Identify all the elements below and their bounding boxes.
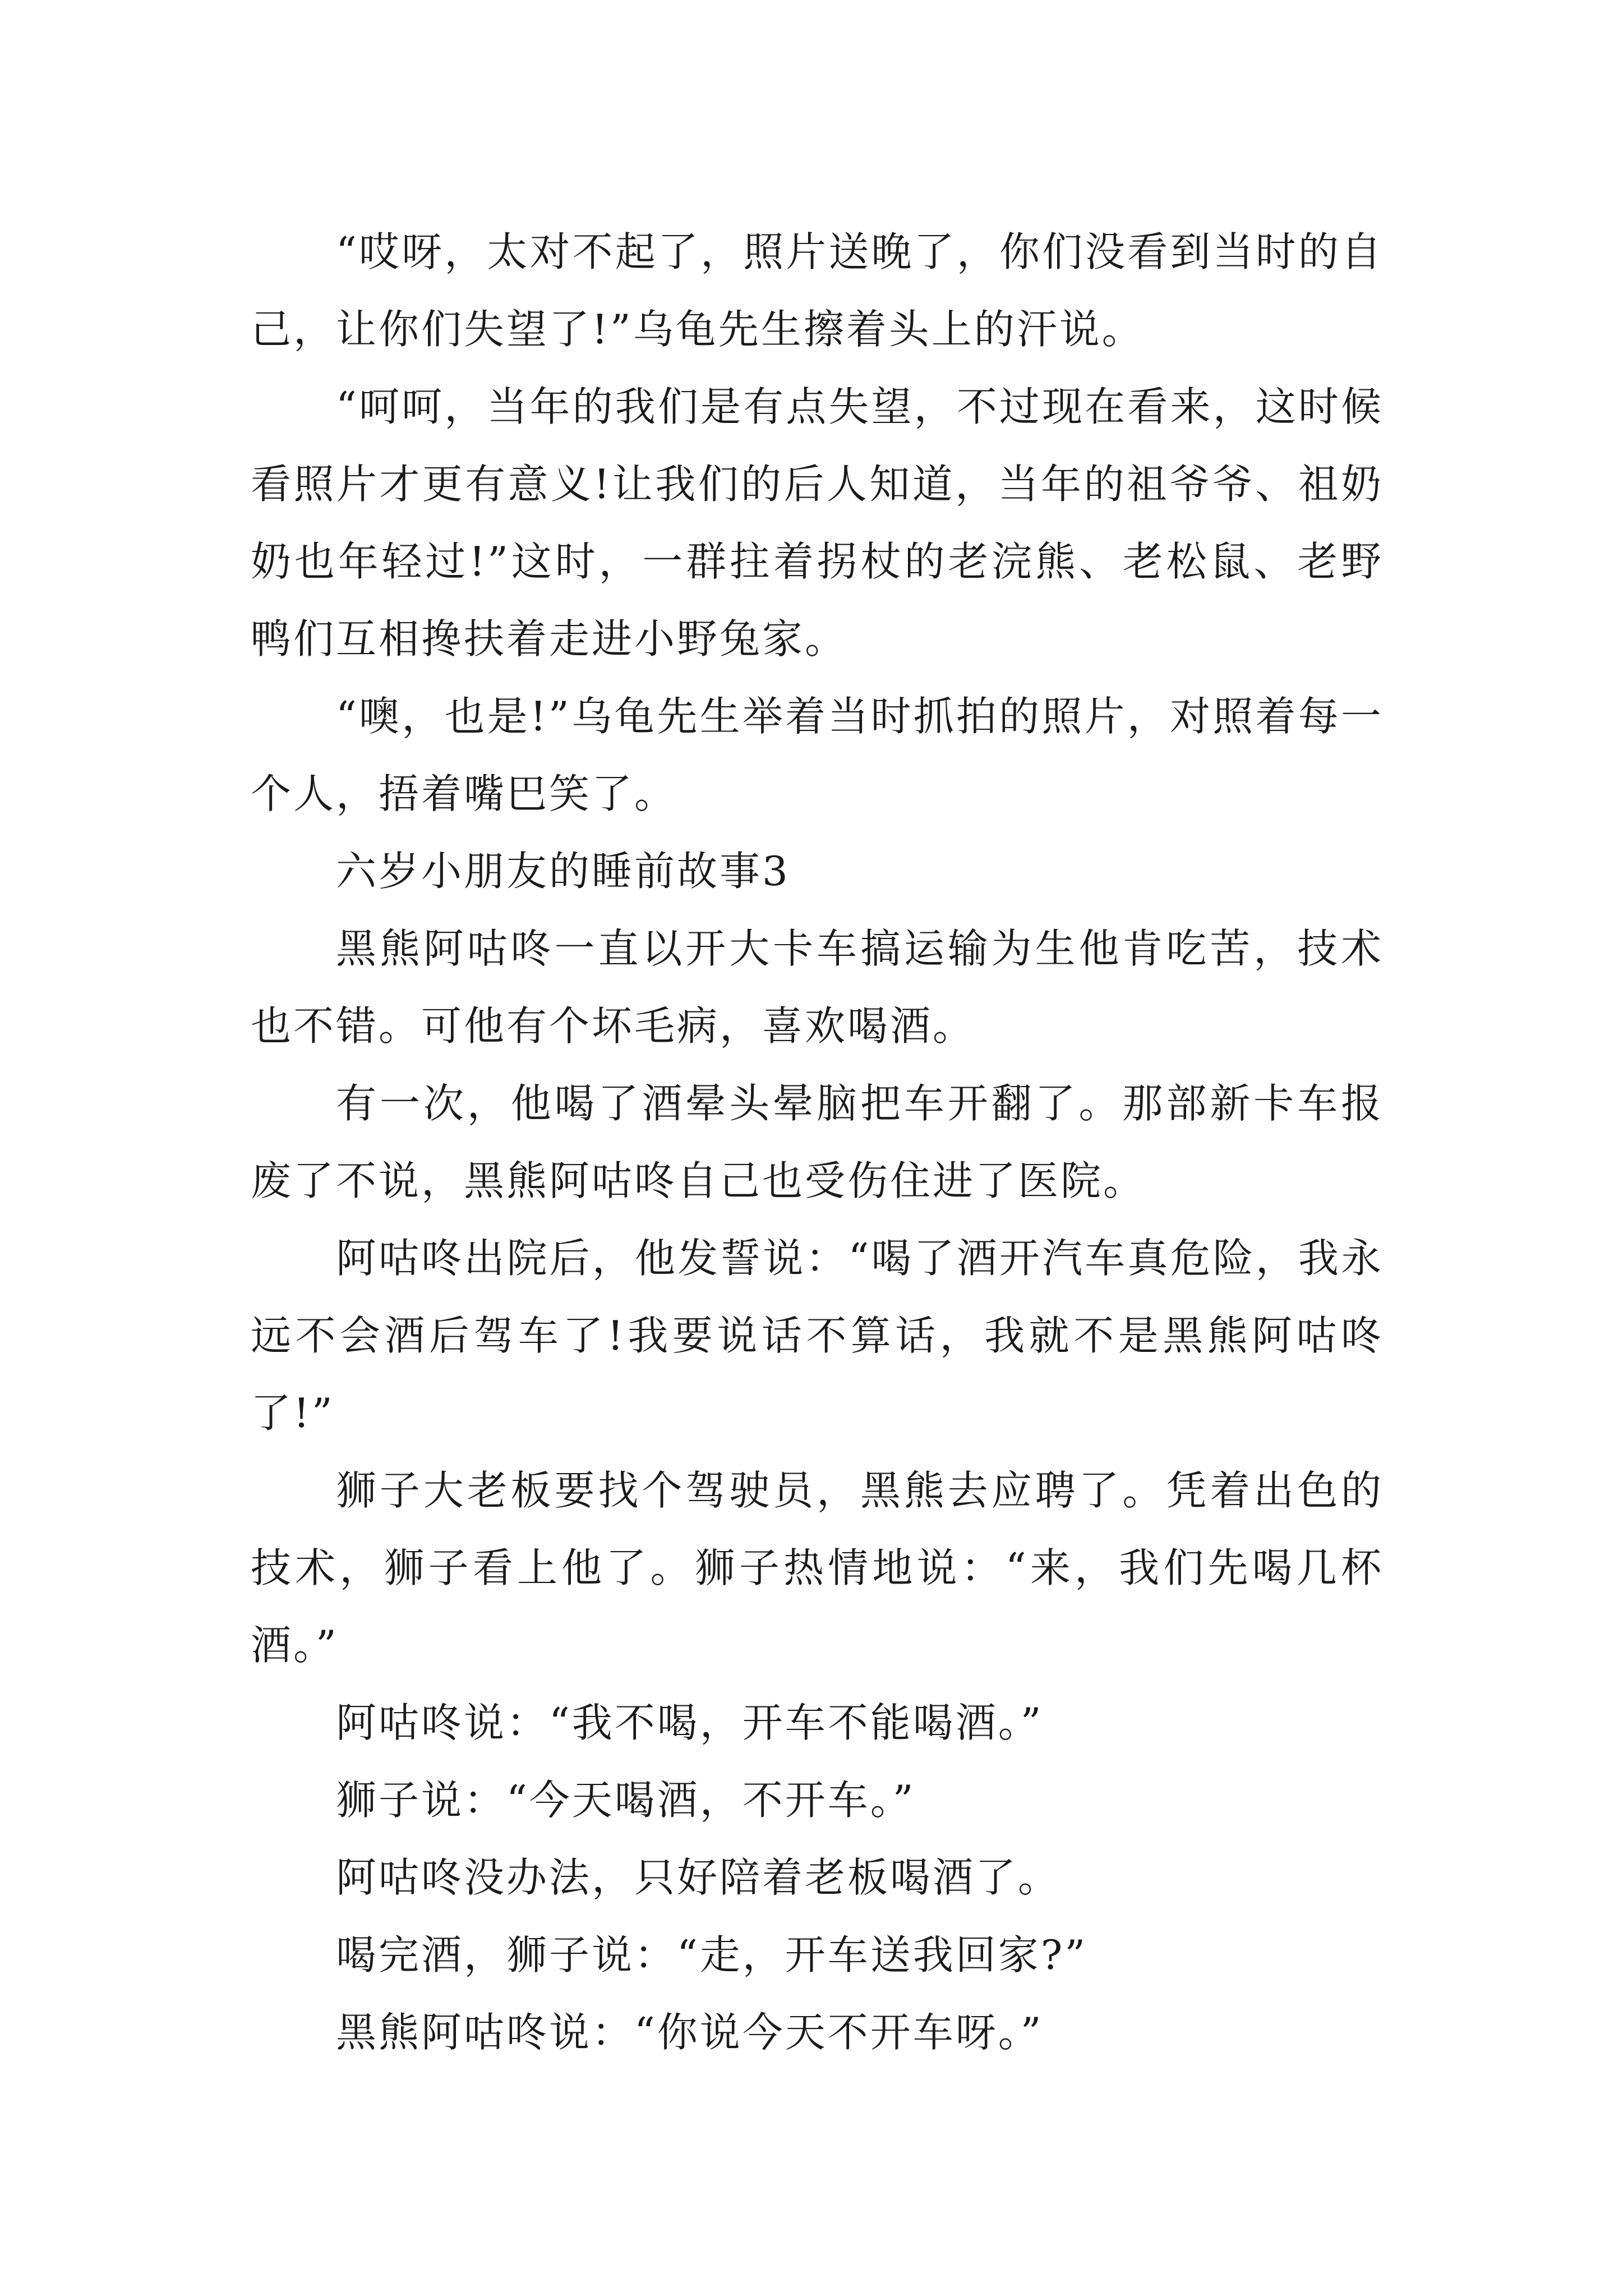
- paragraph: 阿咕咚说：“我不喝，开车不能喝酒。”: [336, 1699, 1044, 1746]
- paragraph: 阿咕咚没办法，只好陪着老板喝酒了。: [336, 1854, 1061, 1901]
- document-body: [251, 213, 1384, 2071]
- paragraph: 狮子大老板要找个驾驶员，黑熊去应聘了。凭着出色的技术，狮子看上他了。狮子热情地说：“来，我们先喝几杯酒。”: [251, 1467, 1384, 1669]
- paragraph: 阿咕咚出院后，他发誓说：“喝了酒开汽车真危险，我永远不会酒后驾车了!我要说话不算话，我就不是黑熊阿咕咚了!”: [251, 1235, 1384, 1437]
- paragraph: 狮子说：“今天喝酒，不开车。”: [336, 1777, 916, 1824]
- paragraph: “哎呀，太对不起了，照片送晚了，你们没看到当时的自己，让你们失望了!”乌龟先生擦着头上的汗说。: [251, 228, 1384, 353]
- paragraph: “呵呵，当年的我们是有点失望，不过现在看来，这时候看照片才更有意义!让我们的后人知道，当年的祖爷爷、祖奶奶也年轻过!”这时，一群拄着拐杖的老浣熊、老松鼠、老野鸭们互相搀扶着走进小野兔家。: [251, 383, 1384, 662]
- paragraph: 黑熊阿咕咚一直以开大卡车搞运输为生他肯吃苦，技术也不错。可他有个坏毛病，喜欢喝酒。: [251, 925, 1384, 1050]
- story-heading: 六岁小朋友的睡前故事3: [336, 848, 790, 895]
- paragraph: 喝完酒，狮子说：“走，开车送我回家?”: [336, 1931, 1088, 1978]
- paragraph: 黑熊阿咕咚说：“你说今天不开车呀。”: [336, 2009, 1044, 2056]
- paragraph: 有一次，他喝了酒晕头晕脑把车开翻了。那部新卡车报废了不说，黑熊阿咕咚自己也受伤住进了医院。: [251, 1080, 1384, 1204]
- paragraph: “噢，也是!”乌龟先生举着当时抓拍的照片，对照着每一个人，捂着嘴巴笑了。: [251, 693, 1384, 817]
